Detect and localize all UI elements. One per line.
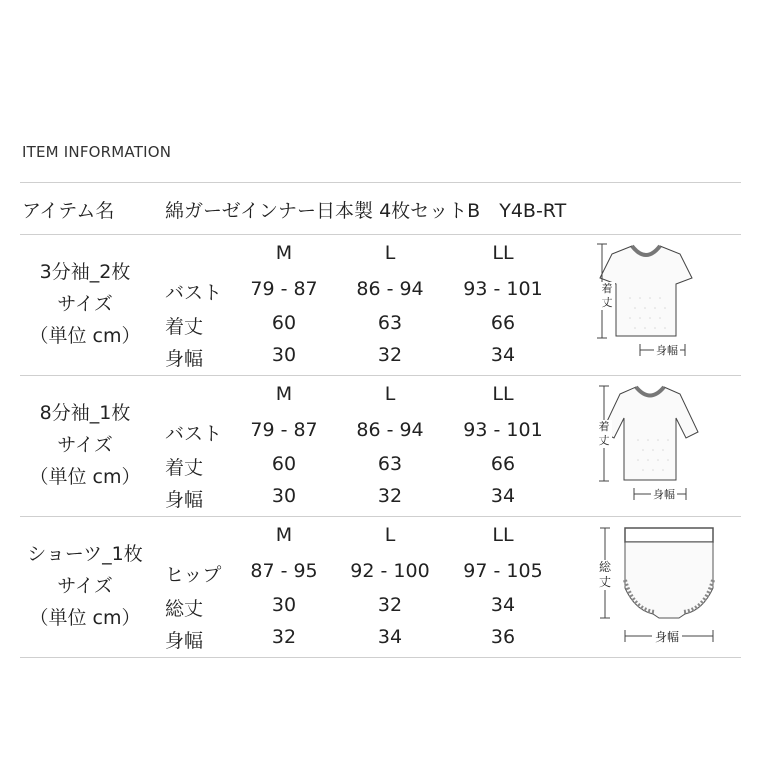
section-label (20, 538, 150, 634)
size-header-ll: LL (492, 383, 514, 405)
size-value: 92 - 100 (350, 560, 430, 582)
section-label-line: （単位 cm） (29, 607, 141, 629)
row-label: バスト (165, 423, 223, 445)
section-heading: ITEM INFORMATION (22, 143, 172, 161)
section-label-line: （単位 cm） (29, 466, 141, 488)
section-label-line: 8分袖_1枚 (39, 402, 131, 424)
size-value: 32 (377, 344, 403, 366)
row-label: 着丈 (165, 457, 204, 479)
size-value: 34 (377, 626, 403, 648)
size-value: 86 - 94 (356, 278, 424, 300)
section-label (20, 397, 150, 493)
size-value: 60 (271, 312, 297, 334)
divider (20, 375, 741, 376)
section-label-line: 3分袖_2枚 (39, 261, 131, 283)
size-value: 34 (490, 344, 516, 366)
section-label (20, 256, 150, 352)
size-value: 32 (377, 485, 403, 507)
size-header-l: L (384, 524, 396, 546)
size-header-l: L (384, 383, 396, 405)
size-value: 34 (490, 485, 516, 507)
divider (20, 234, 741, 235)
section-label-line: ショーツ_1枚 (27, 543, 143, 565)
size-header-l: L (384, 242, 396, 264)
size-value: 34 (490, 594, 516, 616)
divider (20, 516, 741, 517)
size-value: 79 - 87 (250, 278, 318, 300)
size-header-ll: LL (492, 242, 514, 264)
divider (20, 657, 741, 658)
size-value: 79 - 87 (250, 419, 318, 441)
size-value: 30 (271, 594, 297, 616)
row-label: 身幅 (165, 348, 204, 370)
section-label-line: サイズ (57, 293, 113, 315)
size-value: 66 (490, 453, 516, 475)
size-value: 32 (271, 626, 297, 648)
size-header-m: M (275, 383, 293, 405)
width-label: 身幅 (652, 628, 682, 645)
size-value: 86 - 94 (356, 419, 424, 441)
section-label-line: （単位 cm） (29, 325, 141, 347)
size-value: 63 (377, 312, 403, 334)
size-value: 63 (377, 453, 403, 475)
section-label-line: サイズ (57, 575, 113, 597)
row-label: 身幅 (165, 489, 204, 511)
width-label: 身幅 (656, 344, 678, 357)
row-label: 総丈 (165, 598, 204, 620)
width-label: 身幅 (653, 488, 675, 501)
item-name-value: 綿ガーゼインナー日本製 4枚セットB Y4B-RT (165, 200, 567, 222)
size-value: 36 (490, 626, 516, 648)
size-header-ll: LL (492, 524, 514, 546)
item-name-label: アイテム名 (22, 200, 115, 222)
size-value: 32 (377, 594, 403, 616)
size-value: 87 - 95 (250, 560, 318, 582)
size-header-m: M (275, 524, 293, 546)
row-label: 身幅 (165, 630, 204, 652)
section-label-line: サイズ (57, 434, 113, 456)
row-label: バスト (165, 282, 223, 304)
height-label: 着丈 (599, 282, 615, 310)
row-label: ヒップ (165, 564, 222, 586)
height-label: 着丈 (596, 420, 612, 448)
height-label: 総丈 (598, 560, 611, 589)
size-header-m: M (275, 242, 293, 264)
size-value: 97 - 105 (463, 560, 543, 582)
size-value: 60 (271, 453, 297, 475)
divider (20, 182, 741, 183)
size-value: 30 (271, 344, 297, 366)
size-value: 93 - 101 (463, 419, 543, 441)
size-value: 66 (490, 312, 516, 334)
row-label: 着丈 (165, 316, 204, 338)
size-value: 93 - 101 (463, 278, 543, 300)
size-value: 30 (271, 485, 297, 507)
